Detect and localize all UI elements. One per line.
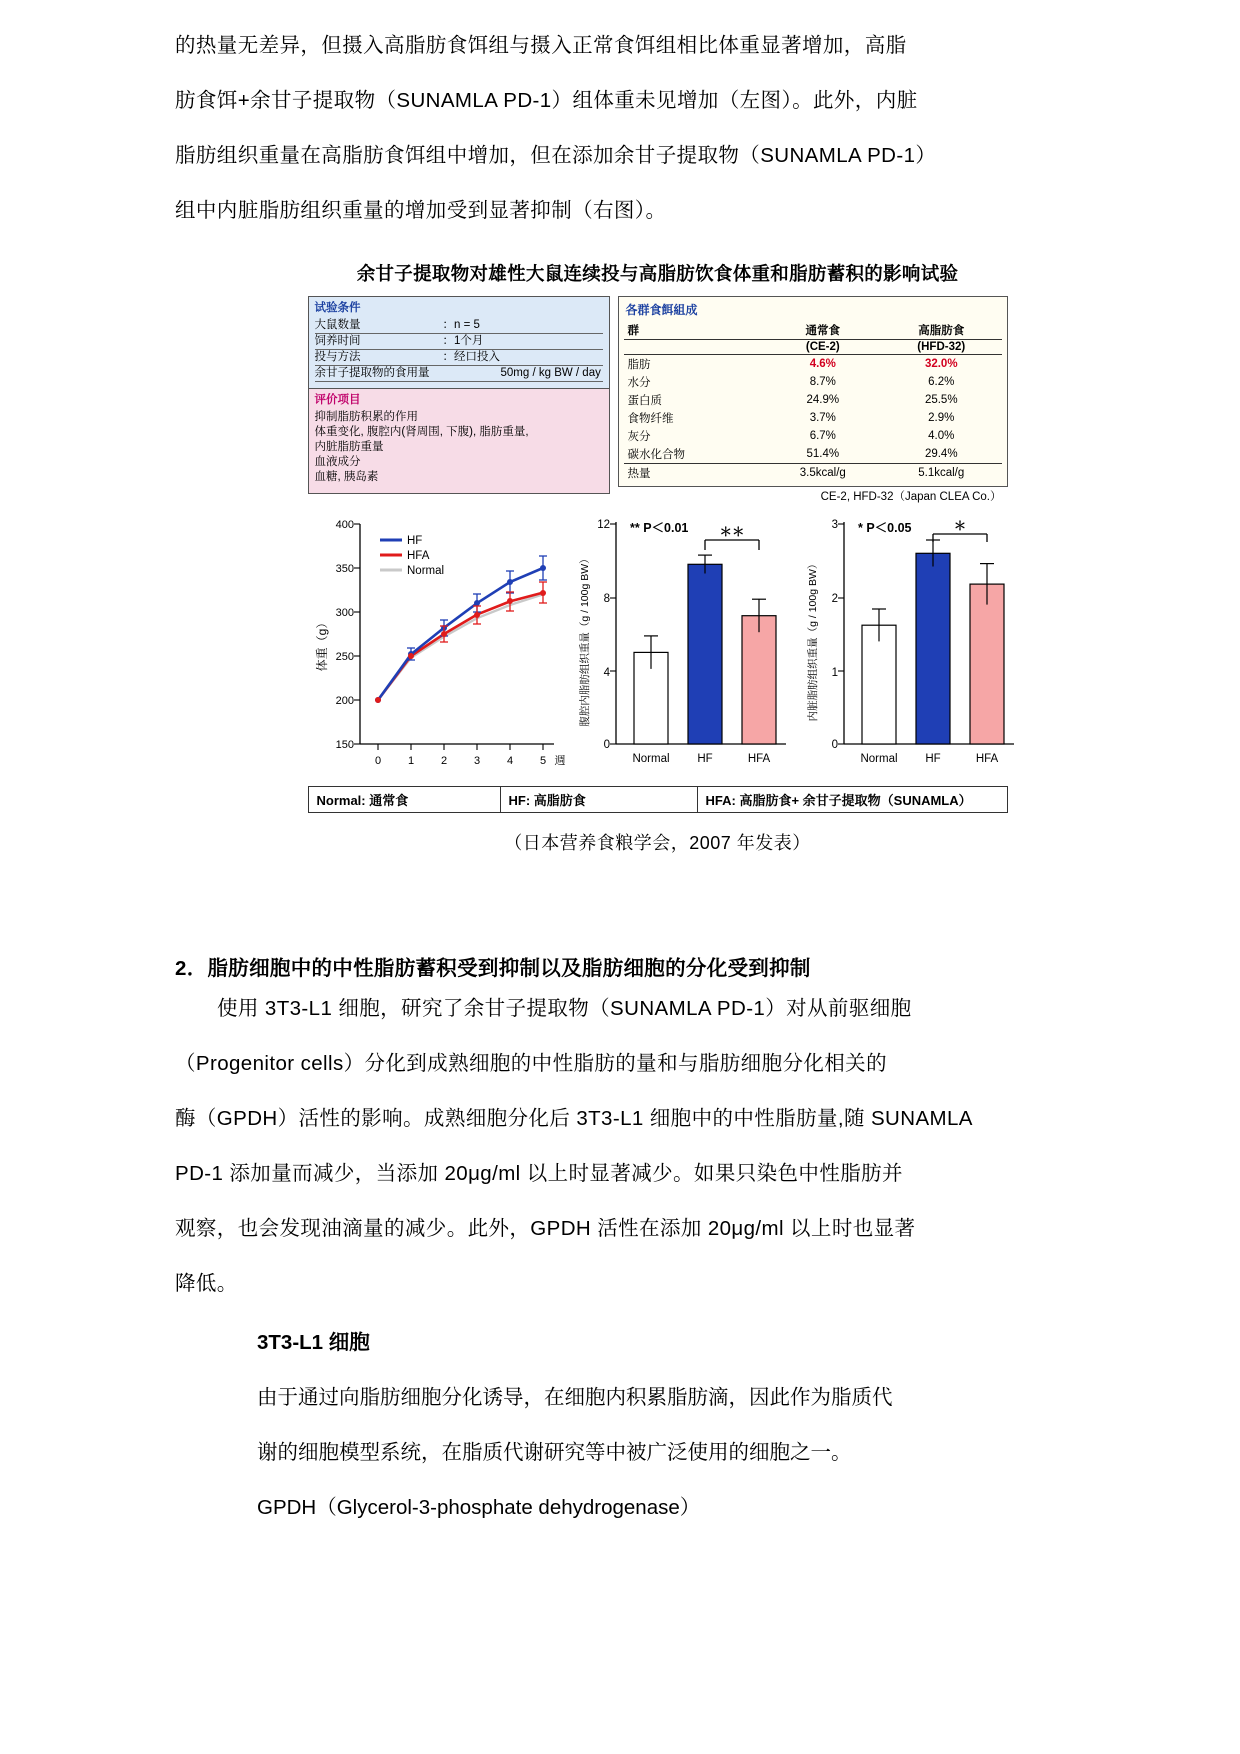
diet-row-hfd: 6.2%: [928, 376, 955, 388]
figure-legend-bar: [308, 786, 1008, 813]
svg-text:HF: HF: [924, 753, 941, 765]
svg-text:4: 4: [506, 755, 513, 767]
diet-row-ce2: 51.4%: [806, 448, 840, 460]
evaluation-line: 内脏脂肪重量: [314, 441, 384, 453]
energy-name: 热量: [624, 464, 765, 483]
diet-row-hfd: 25.5%: [924, 394, 958, 406]
diet-col0-header: 群: [624, 321, 765, 340]
table-subheader-row: [624, 340, 1002, 355]
table-row: [624, 409, 1002, 427]
subtext-3t3l1-line-2: 谢的细胞模型系统，在脂质代谢研究等中被广泛使用的细胞之一。: [257, 1441, 852, 1464]
visceral-fat-bar-chart: [800, 514, 1022, 782]
table-row: [624, 445, 1002, 464]
section-2-line-2: （Progenitor cells）分化到成熟细胞的中性脂肪的量和与脂肪细胞分化相关的: [175, 1052, 887, 1075]
condition-key: 投与方法: [314, 351, 361, 363]
conditions-column: [308, 296, 610, 494]
test-conditions-header: 试验条件: [314, 302, 361, 314]
bodyweight-chart-svg: [308, 514, 566, 782]
diet-row-ce2: 4.6%: [809, 358, 836, 370]
diet-row-hfd: 32.0%: [924, 358, 958, 370]
svg-text:＊: ＊: [953, 519, 966, 533]
energy-hfd: 5.1kcal/g: [881, 464, 1002, 483]
paragraph-1-line-2: 肪食饵+余甘子提取物（SUNAMLA PD-1）组体重未见增加（左图）。此外，内脏: [175, 89, 918, 112]
subtext-3t3l1-line-1: 由于通过向脂肪细胞分化诱导，在细胞内积累脂肪滴，因此作为脂质代: [257, 1386, 893, 1409]
svg-text:3: 3: [473, 755, 480, 767]
table-row: [624, 427, 1002, 445]
section-2-line-1: 使用 3T3-L1 细胞，研究了余甘子提取物（SUNAMLA PD-1）对从前驱细胞: [217, 997, 912, 1020]
section-2-line-3: 酶（GPDH）活性的影响。成熟细胞分化后 3T3-L1 细胞中的中性脂肪量,随 SUNAMLA: [175, 1107, 973, 1130]
svg-text:400: 400: [335, 519, 354, 531]
section-2-line-5: 观察，也会发现油滴量的减少。此外，GPDH 活性在添加 20μg/ml 以上时也显著: [175, 1217, 916, 1240]
diet-row-name: 蛋白质: [627, 395, 662, 407]
diet-row-hfd: 4.0%: [928, 430, 955, 442]
section-2-heading: 2．脂肪细胞中的中性脂肪蓄积受到抑制以及脂肪细胞的分化受到抑制: [175, 957, 811, 980]
diet-row-name: 灰分: [627, 431, 651, 443]
diet-header: 各群食餌組成: [625, 303, 698, 317]
table-header-row: [624, 321, 1002, 340]
section-2-line-4: PD-1 添加量而减少，当添加 20μg/ml 以上时显著减少。如果只染色中性脂肪并: [175, 1162, 903, 1185]
condition-key: 饲养时间: [314, 335, 361, 347]
diet-row-ce2: 3.7%: [809, 412, 836, 424]
svg-text:HFA: HFA: [747, 753, 770, 765]
svg-text:12: 12: [596, 519, 610, 531]
evaluation-line: 抑制脂肪积累的作用: [314, 411, 418, 423]
svg-text:** P＜0.01: ** P＜0.01: [629, 521, 688, 535]
svg-text:HFA: HFA: [975, 753, 998, 765]
legend-hfa: HFA: 高脂肪食+ 余甘子提取物（SUNAMLA）: [705, 793, 972, 808]
svg-text:週: 週: [554, 755, 565, 767]
table-row: [624, 355, 1002, 374]
paragraph-1-line-3: 脂肪组织重量在高脂肪食饵组中增加，但在添加余甘子提取物（SUNAMLA PD-1）: [175, 144, 937, 167]
table-row: [624, 373, 1002, 391]
abdominal-fat-bar-chart: [572, 514, 794, 782]
evaluation-line: 血液成分: [314, 456, 361, 468]
svg-text:腹腔内脂肪组织重量（g / 100g BW）: 腹腔内脂肪组织重量（g / 100g BW）: [578, 553, 591, 727]
svg-text:内脏脂肪组织重量（g / 100g BW）: 内脏脂肪组织重量（g / 100g BW）: [806, 558, 819, 722]
section-2-body: [175, 981, 1140, 1311]
diet-composition-box: [618, 296, 1008, 487]
diet-row-ce2: 8.7%: [809, 376, 836, 388]
evaluation-items-header: 评价项目: [314, 394, 361, 406]
diet-col1-subheader: (CE-2): [765, 340, 881, 355]
svg-text:350: 350: [335, 563, 354, 575]
table-row: [624, 391, 1002, 409]
svg-text:300: 300: [335, 607, 354, 619]
legend-normal: Normal: 通常食: [309, 787, 501, 812]
svg-text:1: 1: [831, 667, 838, 679]
diet-row-ce2: 24.9%: [806, 394, 840, 406]
svg-text:Normal: Normal: [631, 753, 670, 765]
svg-text:0: 0: [374, 755, 381, 767]
section-2-line-6: 降低。: [175, 1272, 238, 1295]
diet-table: [624, 321, 1002, 482]
subheading-gpdh: GPDH（Glycerol-3-phosphate dehydrogenase）: [257, 1496, 701, 1519]
diet-source-note: CE-2, HFD-32（Japan CLEA Co.）: [820, 491, 1002, 503]
figure-block: [308, 296, 1008, 813]
evaluation-line: 体重变化, 腹腔内(肾周围, 下腹), 脂肪重量,: [314, 426, 529, 438]
svg-text:5: 5: [539, 755, 546, 767]
svg-text:体重（g）: 体重（g）: [314, 616, 329, 672]
test-conditions-box: [308, 296, 610, 389]
svg-text:2: 2: [831, 593, 838, 605]
diet-col2-header: 高脂肪食: [881, 321, 1002, 340]
condition-row: [315, 350, 603, 366]
svg-text:HFA: HFA: [406, 550, 429, 562]
svg-text:* P＜0.05: * P＜0.05: [857, 521, 912, 535]
table-row-energy: [624, 464, 1002, 483]
subheading-3t3l1: 3T3-L1 细胞: [257, 1331, 370, 1354]
diet-row-hfd: 29.4%: [924, 448, 958, 460]
paragraph-1-line-1: 的热量无差异，但摄入高脂肪食饵组与摄入正常食饵组相比体重显著增加，高脂: [175, 34, 907, 57]
condition-key: 余甘子提取物的食用量: [314, 367, 430, 379]
diet-col0-sub: [624, 340, 765, 355]
svg-text:200: 200: [335, 695, 354, 707]
figure-citation: （日本营养食粮学会，2007 年发表）: [504, 833, 811, 853]
diet-col1-header: 通常食: [765, 321, 881, 340]
svg-text:Normal: Normal: [406, 565, 444, 577]
diet-column: [618, 296, 1008, 504]
condition-row: [315, 334, 603, 350]
abdominal-fat-chart-svg: [572, 514, 794, 782]
diet-row-name: 碳水化合物: [627, 449, 685, 461]
charts-row: [308, 514, 1008, 782]
bodyweight-line-chart: [308, 514, 566, 782]
visceral-fat-chart-svg: [800, 514, 1022, 782]
diet-row-name: 水分: [627, 377, 651, 389]
condition-value: ：1个月: [442, 335, 484, 347]
svg-text:1: 1: [407, 755, 414, 767]
svg-text:HF: HF: [406, 535, 422, 547]
paragraph-1: [175, 18, 1140, 238]
diet-row-hfd: 2.9%: [928, 412, 955, 424]
evaluation-items-box: [308, 389, 610, 494]
figure-title: 余甘子提取物对雄性大鼠连续投与高脂肪饮食体重和脂肪蓄积的影响试验: [356, 263, 959, 284]
diet-row-name: 脂肪: [627, 359, 651, 371]
svg-text:＊＊: ＊＊: [718, 525, 745, 539]
condition-value: 50mg / kg BW / day: [500, 367, 601, 379]
figure-top-row: [308, 296, 1008, 504]
condition-row: [315, 318, 603, 334]
svg-text:250: 250: [335, 651, 354, 663]
legend-hf: HF: 高脂肪食: [501, 787, 698, 812]
svg-text:HF: HF: [696, 753, 713, 765]
svg-text:0: 0: [831, 739, 838, 751]
svg-text:150: 150: [335, 739, 354, 751]
svg-text:2: 2: [440, 755, 447, 767]
evaluation-line: 血糖, 胰岛素: [314, 471, 379, 483]
condition-value: ：经口投入: [442, 351, 500, 363]
condition-row: [315, 366, 603, 382]
diet-col2-subheader: (HFD-32): [881, 340, 1002, 355]
diet-row-name: 食物纤维: [627, 413, 674, 425]
svg-text:3: 3: [831, 519, 838, 531]
svg-text:8: 8: [603, 593, 610, 605]
svg-text:Normal: Normal: [859, 753, 898, 765]
svg-text:4: 4: [603, 667, 610, 679]
diet-row-ce2: 6.7%: [809, 430, 836, 442]
condition-key: 大鼠数量: [314, 319, 361, 331]
paragraph-1-line-4: 组中内脏脂肪组织重量的增加受到显著抑制（右图）。: [175, 199, 667, 222]
energy-ce2: 3.5kcal/g: [765, 464, 881, 483]
condition-value: ：n = 5: [442, 319, 480, 331]
svg-text:0: 0: [603, 739, 610, 751]
